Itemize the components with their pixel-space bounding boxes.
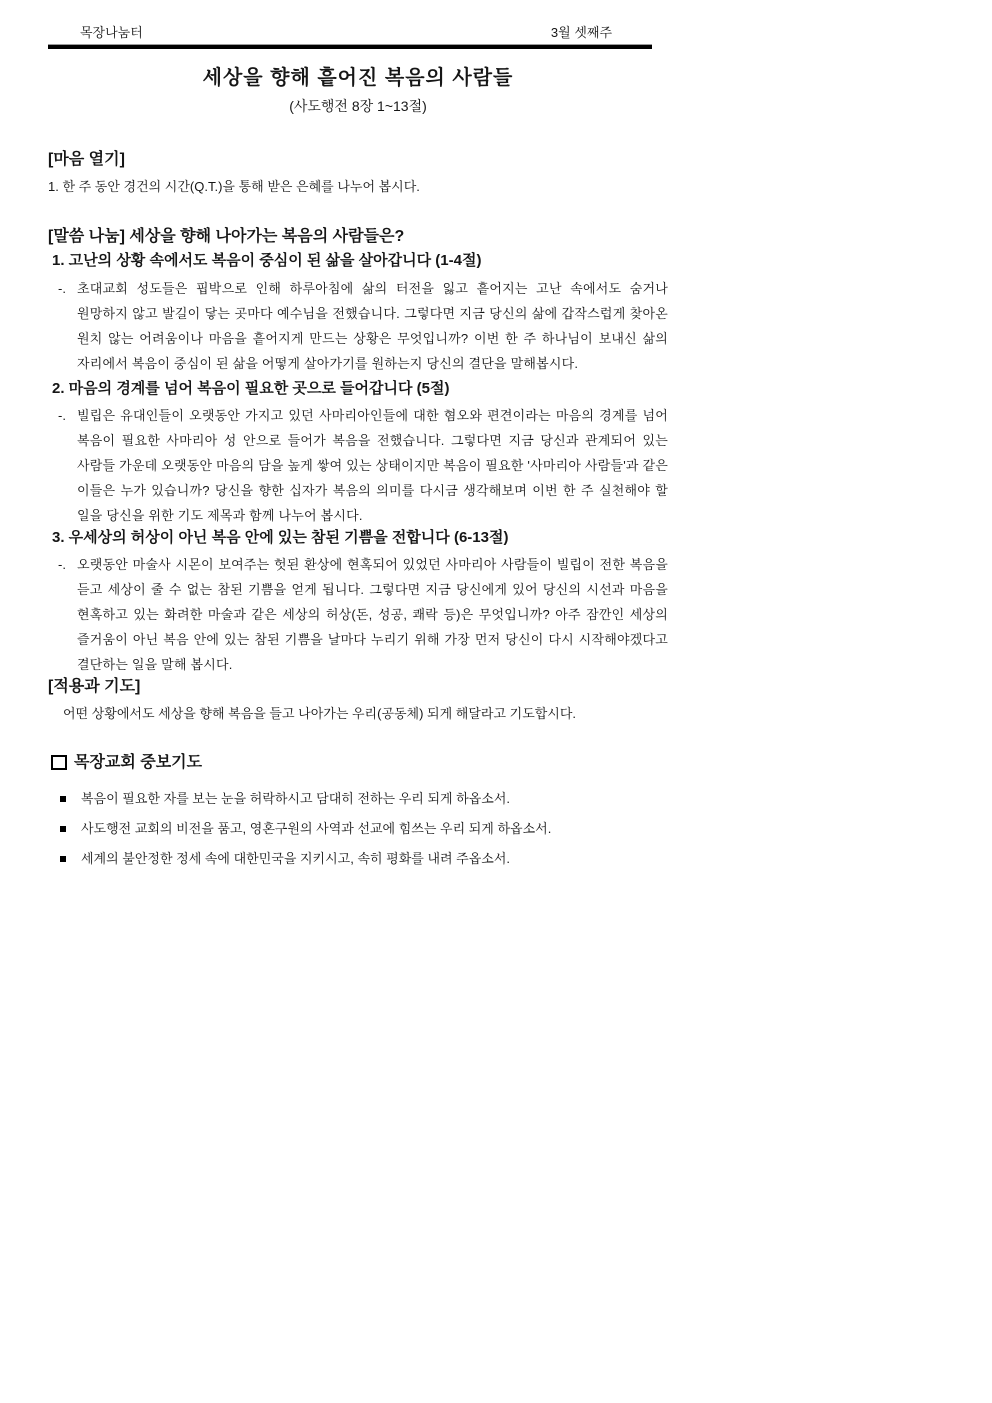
intercession-heading-label: 목장교회 중보기도 bbox=[74, 754, 203, 771]
point-title: 2. 마음의 경계를 넘어 복음이 필요한 곳으로 들어갑니다 (5절) bbox=[52, 380, 450, 397]
bullet-square-icon bbox=[60, 856, 66, 862]
point-body bbox=[48, 403, 668, 528]
point-text: 빌립은 유대인들이 오랫동안 가지고 있던 사마리아인들에 대한 혐오와 편견이라는 마음의 경계를 넘어 복음이 필요한 사마리아 성 안으로 들어가 복음을 전했습니다. 그렇다면 지금 당신과 관계되어 있는 사람들 가운데 오랫동안 마음의 담을 높게 쌓여 있는 상태이지만 복음이 필요한 '사마리아 사람들'과 같은 이들은 누가 있습니까? 당신을 향한 십자가 복음의 의미를 다시금 생각해보며 이번 한 주 실천해야 할 일을 당신을 위한 기도 제목과 함께 나누어 봅시다. bbox=[77, 408, 668, 523]
intercession-list bbox=[48, 789, 668, 868]
point-text: 오랫동안 마술사 시몬이 보여주는 헛된 환상에 현혹되어 있었던 사마리아 사람들이 빌립이 전한 복음을 듣고 세상이 줄 수 없는 참된 기쁨을 얻게 됩니다. 그렇다면 지금 당신에게 있어 당신의 시선과 마음을 현혹하고 있는 화려한 마술과 같은 세상의 허상(돈, 성공, 쾌락 등)은 무엇입니까? 아주 잠깐인 세상의 즐거움이 아닌 복음 안에 있는 참된 기쁨을 날마다 누리기 위해 가장 먼저 당신이 다시 시작해야겠다고 결단하는 일을 말해 봅시다. bbox=[77, 557, 668, 672]
point-title: 1. 고난의 상황 속에서도 복음이 중심이 된 삶을 살아갑니다 (1-4절) bbox=[52, 252, 482, 269]
bullet-square-icon bbox=[60, 826, 66, 832]
bullet-square-icon bbox=[60, 796, 66, 802]
doc-subtitle: (사도행전 8장 1~13절) bbox=[289, 98, 427, 114]
page-header bbox=[48, 0, 652, 41]
application-prayer-body: 어떤 상황에서도 세상을 향해 복음을 들고 나아가는 우리(공동체) 되게 해달라고 기도합시다. bbox=[63, 706, 577, 721]
point-body bbox=[48, 276, 668, 376]
checkbox-icon bbox=[51, 755, 67, 770]
dash-marker: -. bbox=[58, 408, 66, 423]
list-item bbox=[48, 849, 668, 868]
intercession-heading bbox=[48, 753, 668, 772]
dash-marker: -. bbox=[58, 557, 66, 572]
list-item-text: 사도행전 교회의 비전을 품고, 영혼구원의 사역과 선교에 힘쓰는 우리 되게 하옵소서. bbox=[81, 821, 552, 836]
header-left-label: 목장나눔터 bbox=[80, 25, 143, 40]
point-body bbox=[48, 552, 668, 677]
heart-opening-heading: [마음 열기] bbox=[48, 151, 125, 168]
word-sharing-point-1 bbox=[48, 251, 668, 376]
application-prayer-heading: [적용과 기도] bbox=[48, 678, 141, 695]
word-sharing-point-2 bbox=[48, 379, 668, 528]
header-rule bbox=[48, 44, 652, 49]
heart-opening-item: 1. 한 주 동안 경건의 시간(Q.T.)을 통해 받은 은혜를 나누어 봅시다. bbox=[48, 179, 420, 194]
word-sharing-heading: [말씀 나눔] 세상을 향해 나아가는 복음의 사람들은? bbox=[48, 228, 405, 245]
list-item bbox=[48, 789, 668, 808]
list-item bbox=[48, 819, 668, 838]
content-column bbox=[48, 0, 668, 879]
point-text: 초대교회 성도들은 핍박으로 인해 하루아침에 삶의 터전을 잃고 흩어지는 고난 속에서도 숨거나 원망하지 않고 발길이 닿는 곳마다 예수님을 전했습니다. 그렇다면 지금 당신의 삶에 갑작스럽게 찾아온 원치 않는 어려움이나 마음을 흩어지게 만드는 상황은 무엇입니까? 이번 한 주 하나님이 보내신 삶의 자리에서 복음이 중심이 된 삶을 어떻게 살아가기를 원하는지 당신의 결단을 말해봅시다. bbox=[77, 281, 668, 371]
header-right-label: 3월 셋째주 bbox=[550, 25, 612, 40]
point-title: 3. 우세상의 허상이 아닌 복음 안에 있는 참된 기쁨을 전합니다 (6-13절) bbox=[52, 529, 509, 546]
doc-title: 세상을 향해 흩어진 복음의 사람들 bbox=[202, 67, 514, 89]
list-item-text: 복음이 필요한 자를 보는 눈을 허락하시고 담대히 전하는 우리 되게 하옵소서. bbox=[81, 791, 511, 806]
list-item-text: 세계의 불안정한 정세 속에 대한민국을 지키시고, 속히 평화를 내려 주옵소서. bbox=[81, 851, 511, 866]
word-sharing-point-3 bbox=[48, 528, 668, 677]
dash-marker: -. bbox=[58, 281, 66, 296]
